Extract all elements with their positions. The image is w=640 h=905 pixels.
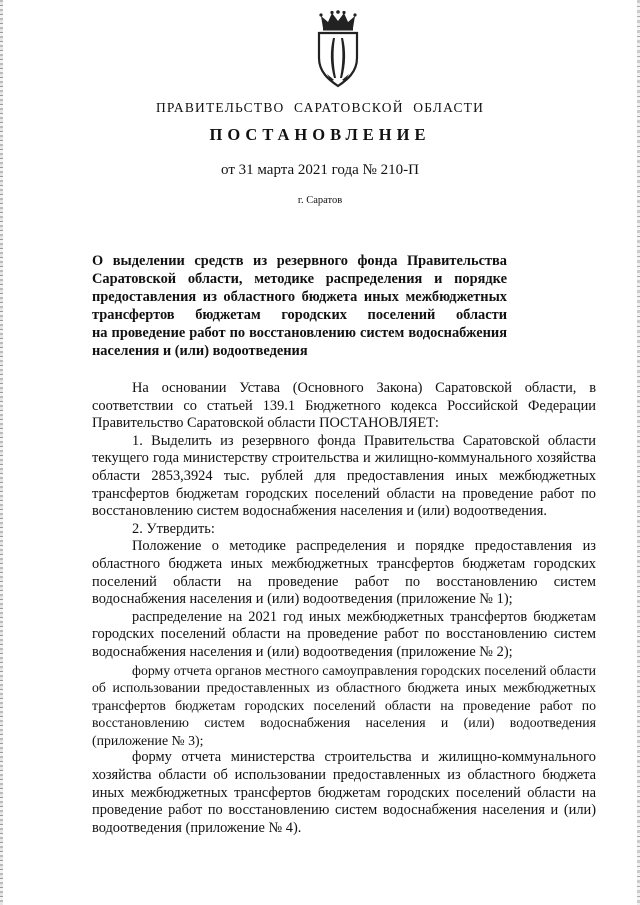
subject-line: трансфертов бюджетам городских поселений области [92, 307, 507, 323]
document-body [92, 380, 596, 837]
subject-line: предоставления из областного бюджета иных межбюджетных [92, 289, 507, 305]
document-type: ПОСТАНОВЛЕНИЕ [209, 125, 431, 144]
issuing-authority: ПРАВИТЕЛЬСТВО САРАТОВСКОЙ ОБЛАСТИ [155, 100, 485, 115]
document-city: г. Саратов [297, 195, 343, 206]
approval-item-1: Положение о методике распределения и порядке предоставления из областного бюджета иных межбюджетных трансфертов бюджетам городских поселений области на проведение работ по восстановлению систем водоснабжения населения и (или) водоотведения (приложение № 1); [92, 538, 596, 608]
approval-item-2: распределение на 2021 год иных межбюджетных трансфертов бюджетам городских поселений области на проведение работ по восстановлению систем водоснабжения населения и (или) водоотведения (приложение № 2); [92, 608, 596, 660]
document-date-number: от 31 марта 2021 года № 210-П [221, 162, 419, 178]
item-1-paragraph: 1. Выделить из резервного фонда Правительства Саратовской области текущего года министерству строительства и жилищно-коммунального хозяйства области 2853,3924 тыс. рублей для предоставления иных межбюджетных трансфертов бюджетам городских поселений области на проведение работ по восстановлению систем водоснабжения населения и (или) водоотведения. [92, 432, 596, 520]
approval-item-4: форму отчета министерства строительства и жилищно-коммунального хозяйства области об использовании предоставленных из областного бюджета иных межбюджетных трансфертов бюджетам городских поселений области на проведение работ по восстановлению систем водоснабжения населения и (или) водоотведения (приложение № 4). [92, 749, 596, 836]
document-subject [92, 252, 507, 360]
intro-paragraph: На основании Устава (Основного Закона) Саратовской области, в соответствии со статьей 139.1 Бюджетного кодекса Российской Федерации Правительство Саратовской области ПОСТАНОВЛЯЕТ: [92, 380, 596, 432]
item-2-paragraph: 2. Утвердить: [132, 520, 215, 537]
subject-line: на проведение работ по восстановлению систем водоснабжения [92, 325, 507, 341]
approval-item-3: форму отчета органов местного самоуправления городских поселений области об использовании предоставленных из областного бюджета иных межбюджетных трансфертов бюджетам городских поселений области на проведение работ по восстановлению систем водоснабжения населения и (или) водоотведения (приложение № 3); [92, 662, 596, 748]
coat-of-arms-icon [313, 10, 363, 88]
subject-line: Саратовской области, методике распределения и порядке [92, 271, 507, 287]
subject-line: О выделении средств из резервного фонда Правительства [92, 253, 507, 269]
subject-line: населения и (или) водоотведения [92, 343, 308, 359]
